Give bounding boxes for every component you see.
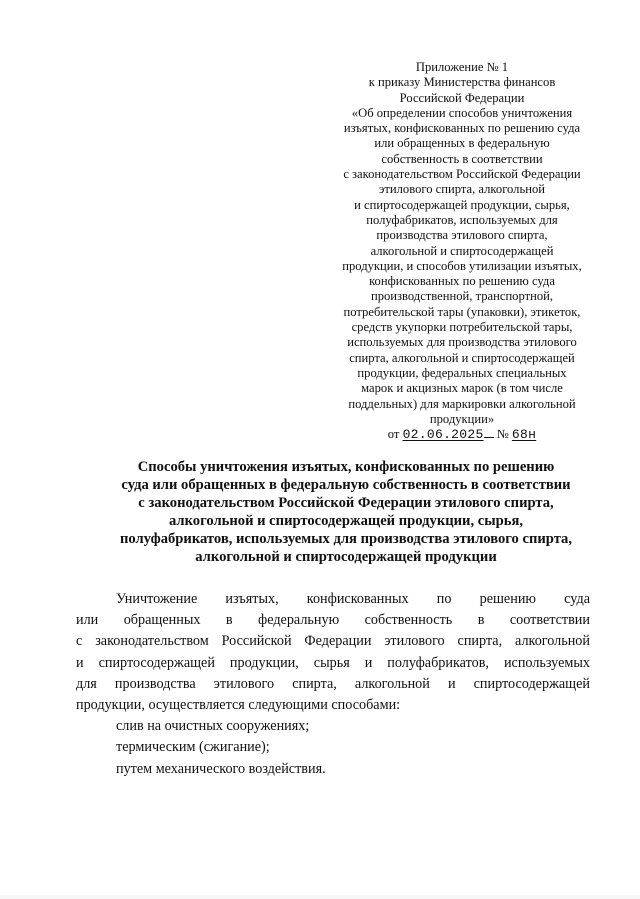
appendix-line: средств укупорки потребительской тары, [351,320,573,335]
appendix-line: к приказу Министерства финансов [368,75,556,90]
appendix-line: Российской Федерации [399,90,525,105]
underline-gap [484,436,494,438]
title-line: алкогольной и спиртосодержащей продукции, сырья, [168,513,524,529]
order-date: 02.06.2025 [402,427,484,443]
title-line: алкогольной и спиртосодержащей продукции [195,549,497,565]
paragraph-line: для производства этилового спирта, алкогольной и спиртосодержащей [76,675,590,692]
appendix-line: производства этилового спирта, [376,228,548,243]
method-item: термическим (сжигание); [116,739,270,756]
method-item: слив на очистных сооружениях; [116,718,310,735]
title-line: Способы уничтожения изъятых, конфискованных по решению [137,459,555,475]
title-line: с законодательством Российской Федерации этилового спирта, [138,495,554,511]
appendix-line: «Об определении способов уничтожения [351,105,573,120]
title-line: суда или обращенных в федеральную собственность в соответствии [121,477,571,493]
appendix-line: этилового спирта, алкогольной [379,182,545,197]
appendix-line: полуфабрикатов, используемых для [366,212,558,227]
appendix-line: собственность в соответствии [381,151,543,166]
appendix-line: марок и акцизных марок (в том числе [361,381,563,396]
paragraph-line: с законодательством Российской Федерации этилового спирта, алкогольной [76,633,590,650]
appendix-line: поддельных) для маркировки алкогольной [348,396,576,411]
appendix-line: конфискованных по решению суда [369,274,555,289]
appendix-line: продукции, федеральных специальных [357,365,567,380]
appendix-line: используемых для производства этилового [347,335,577,350]
page-bottom-edge [0,895,640,899]
order-date-number-line [318,427,606,442]
appendix-line: продукции, и способов утилизации изъятых, [342,258,582,273]
order-number: 68н [511,427,537,443]
paragraph-line: или обращенных в федеральную собственность в соответствии [76,612,590,629]
appendix-line: потребительской тары (упаковки), этикеток, [343,304,581,319]
number-prefix: № [496,427,509,442]
appendix-line: спирта, алкогольной и спиртосодержащей [349,350,575,365]
appendix-header [318,60,606,442]
appendix-line: и спиртосодержащей продукции, сырья, [354,197,570,212]
paragraph-line: и спиртосодержащей продукции, сырья и полуфабрикатов, используемых [76,654,590,671]
appendix-line: продукции» [429,411,495,426]
title-line: полуфабрикатов, используемых для производства этилового спирта, [119,531,573,547]
appendix-title: Приложение № 1 [415,60,509,74]
paragraph-line: продукции, осуществляется следующими способами: [76,697,401,714]
appendix-line: алкогольной и спиртосодержащей [370,243,554,258]
document-body [76,589,590,780]
appendix-line: с законодательством Российской Федерации [343,167,581,182]
appendix-line: или обращенных в федеральную [374,136,550,151]
appendix-line: изъятых, конфискованных по решению суда [343,121,581,136]
date-prefix: от [387,427,400,442]
method-item: путем механического воздействия. [116,760,326,777]
appendix-line: производственной, транспортной, [370,289,554,304]
document-title [96,458,596,566]
paragraph-line: Уничтожение изъятых, конфискованных по решению суда [116,591,590,607]
